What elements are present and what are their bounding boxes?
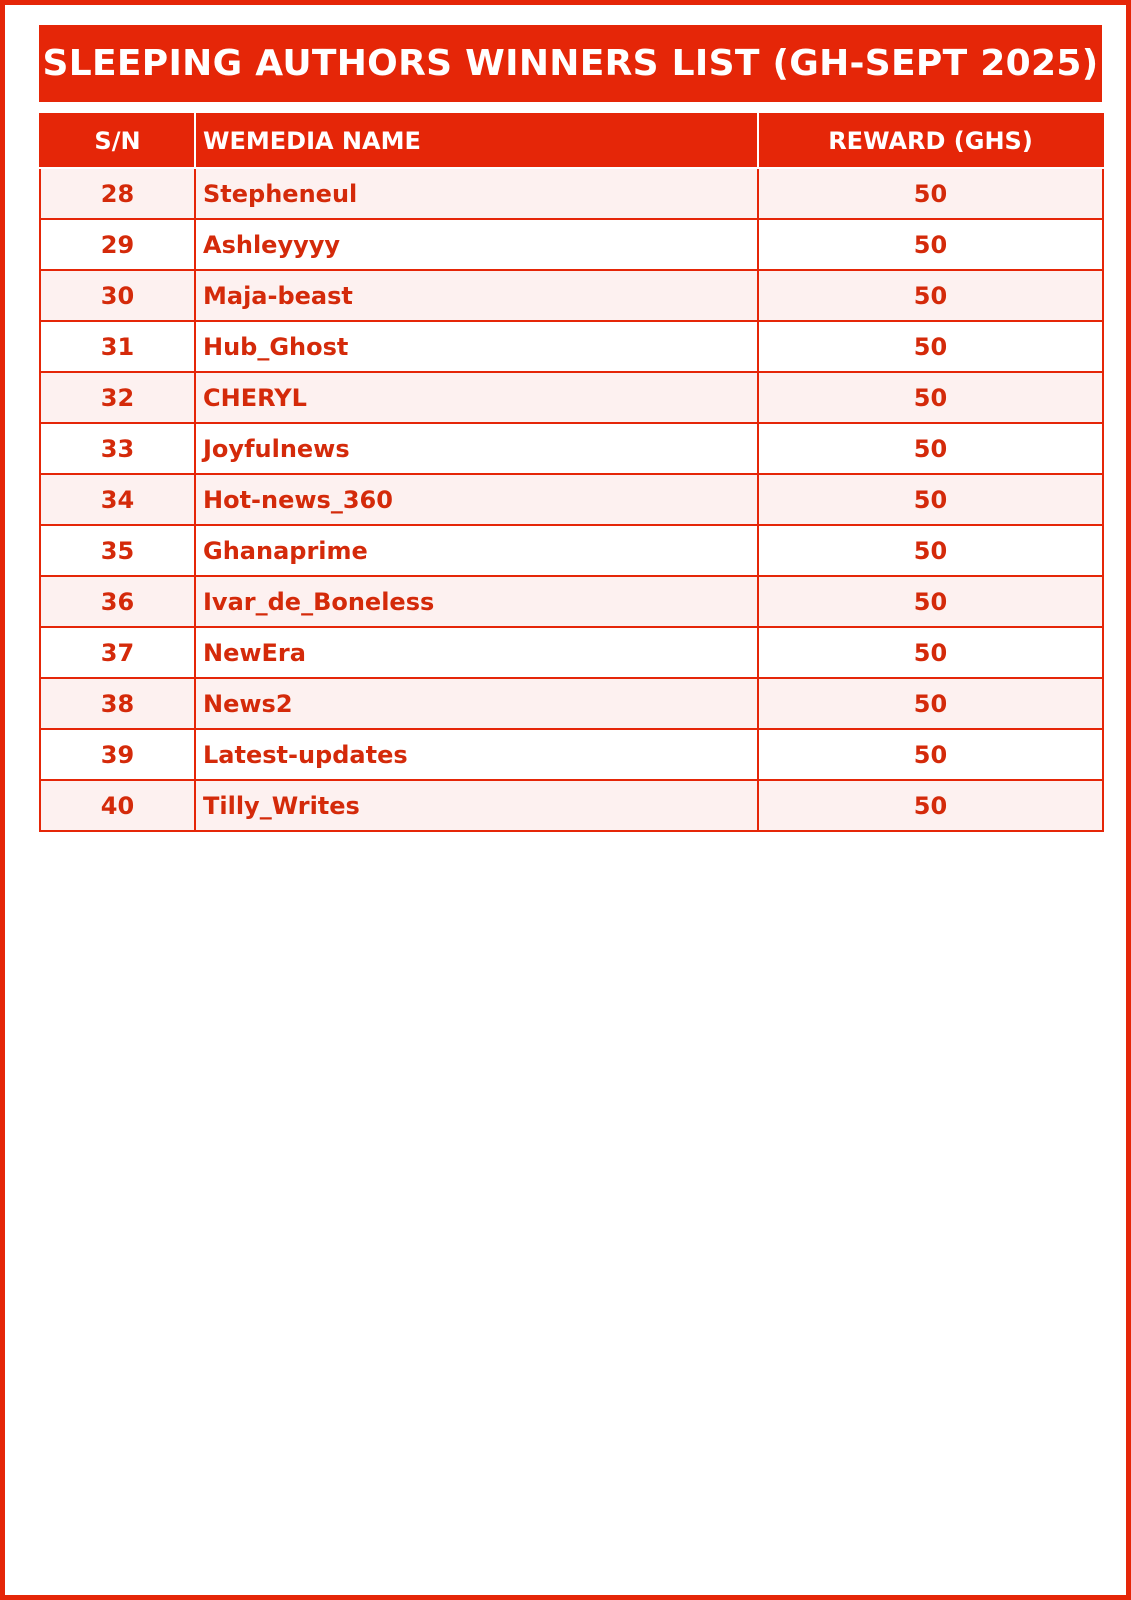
table-row: [40, 729, 1103, 780]
header-wemedia-name: WEMEDIA NAME: [195, 114, 758, 168]
cell-name: News2: [195, 678, 758, 729]
cell-name: Ghanaprime: [195, 525, 758, 576]
cell-reward: 50: [758, 525, 1103, 576]
table-row: [40, 372, 1103, 423]
table-row: [40, 219, 1103, 270]
cell-sn: 31: [40, 321, 195, 372]
cell-reward: 50: [758, 372, 1103, 423]
table-row: [40, 474, 1103, 525]
table-row: [40, 678, 1103, 729]
cell-sn: 39: [40, 729, 195, 780]
cell-sn: 29: [40, 219, 195, 270]
cell-name: Stepheneul: [195, 168, 758, 219]
cell-sn: 35: [40, 525, 195, 576]
table-header-row: [40, 114, 1103, 168]
cell-reward: 50: [758, 423, 1103, 474]
cell-sn: 32: [40, 372, 195, 423]
header-reward: REWARD (GHS): [758, 114, 1103, 168]
cell-name: Ashleyyyy: [195, 219, 758, 270]
cell-sn: 28: [40, 168, 195, 219]
cell-name: NewEra: [195, 627, 758, 678]
cell-sn: 38: [40, 678, 195, 729]
cell-reward: 50: [758, 678, 1103, 729]
table-row: [40, 525, 1103, 576]
cell-reward: 50: [758, 780, 1103, 831]
table-row: [40, 321, 1103, 372]
cell-name: Hub_Ghost: [195, 321, 758, 372]
cell-reward: 50: [758, 474, 1103, 525]
cell-name: CHERYL: [195, 372, 758, 423]
cell-reward: 50: [758, 168, 1103, 219]
cell-sn: 34: [40, 474, 195, 525]
cell-name: Latest-updates: [195, 729, 758, 780]
cell-sn: 33: [40, 423, 195, 474]
cell-sn: 30: [40, 270, 195, 321]
table-row: [40, 627, 1103, 678]
cell-name: Joyfulnews: [195, 423, 758, 474]
table-row: [40, 780, 1103, 831]
cell-reward: 50: [758, 729, 1103, 780]
cell-reward: 50: [758, 219, 1103, 270]
cell-reward: 50: [758, 576, 1103, 627]
table-row: [40, 423, 1103, 474]
page-title: SLEEPING AUTHORS WINNERS LIST (GH-SEPT 2025): [39, 25, 1102, 102]
table-row: [40, 270, 1103, 321]
cell-name: Ivar_de_Boneless: [195, 576, 758, 627]
table-row: [40, 576, 1103, 627]
header-sn: S/N: [40, 114, 195, 168]
cell-reward: 50: [758, 270, 1103, 321]
winners-table: [39, 113, 1104, 832]
table-row: [40, 168, 1103, 219]
cell-sn: 37: [40, 627, 195, 678]
cell-name: Tilly_Writes: [195, 780, 758, 831]
cell-sn: 40: [40, 780, 195, 831]
cell-name: Hot-news_360: [195, 474, 758, 525]
cell-reward: 50: [758, 627, 1103, 678]
cell-reward: 50: [758, 321, 1103, 372]
cell-name: Maja-beast: [195, 270, 758, 321]
cell-sn: 36: [40, 576, 195, 627]
